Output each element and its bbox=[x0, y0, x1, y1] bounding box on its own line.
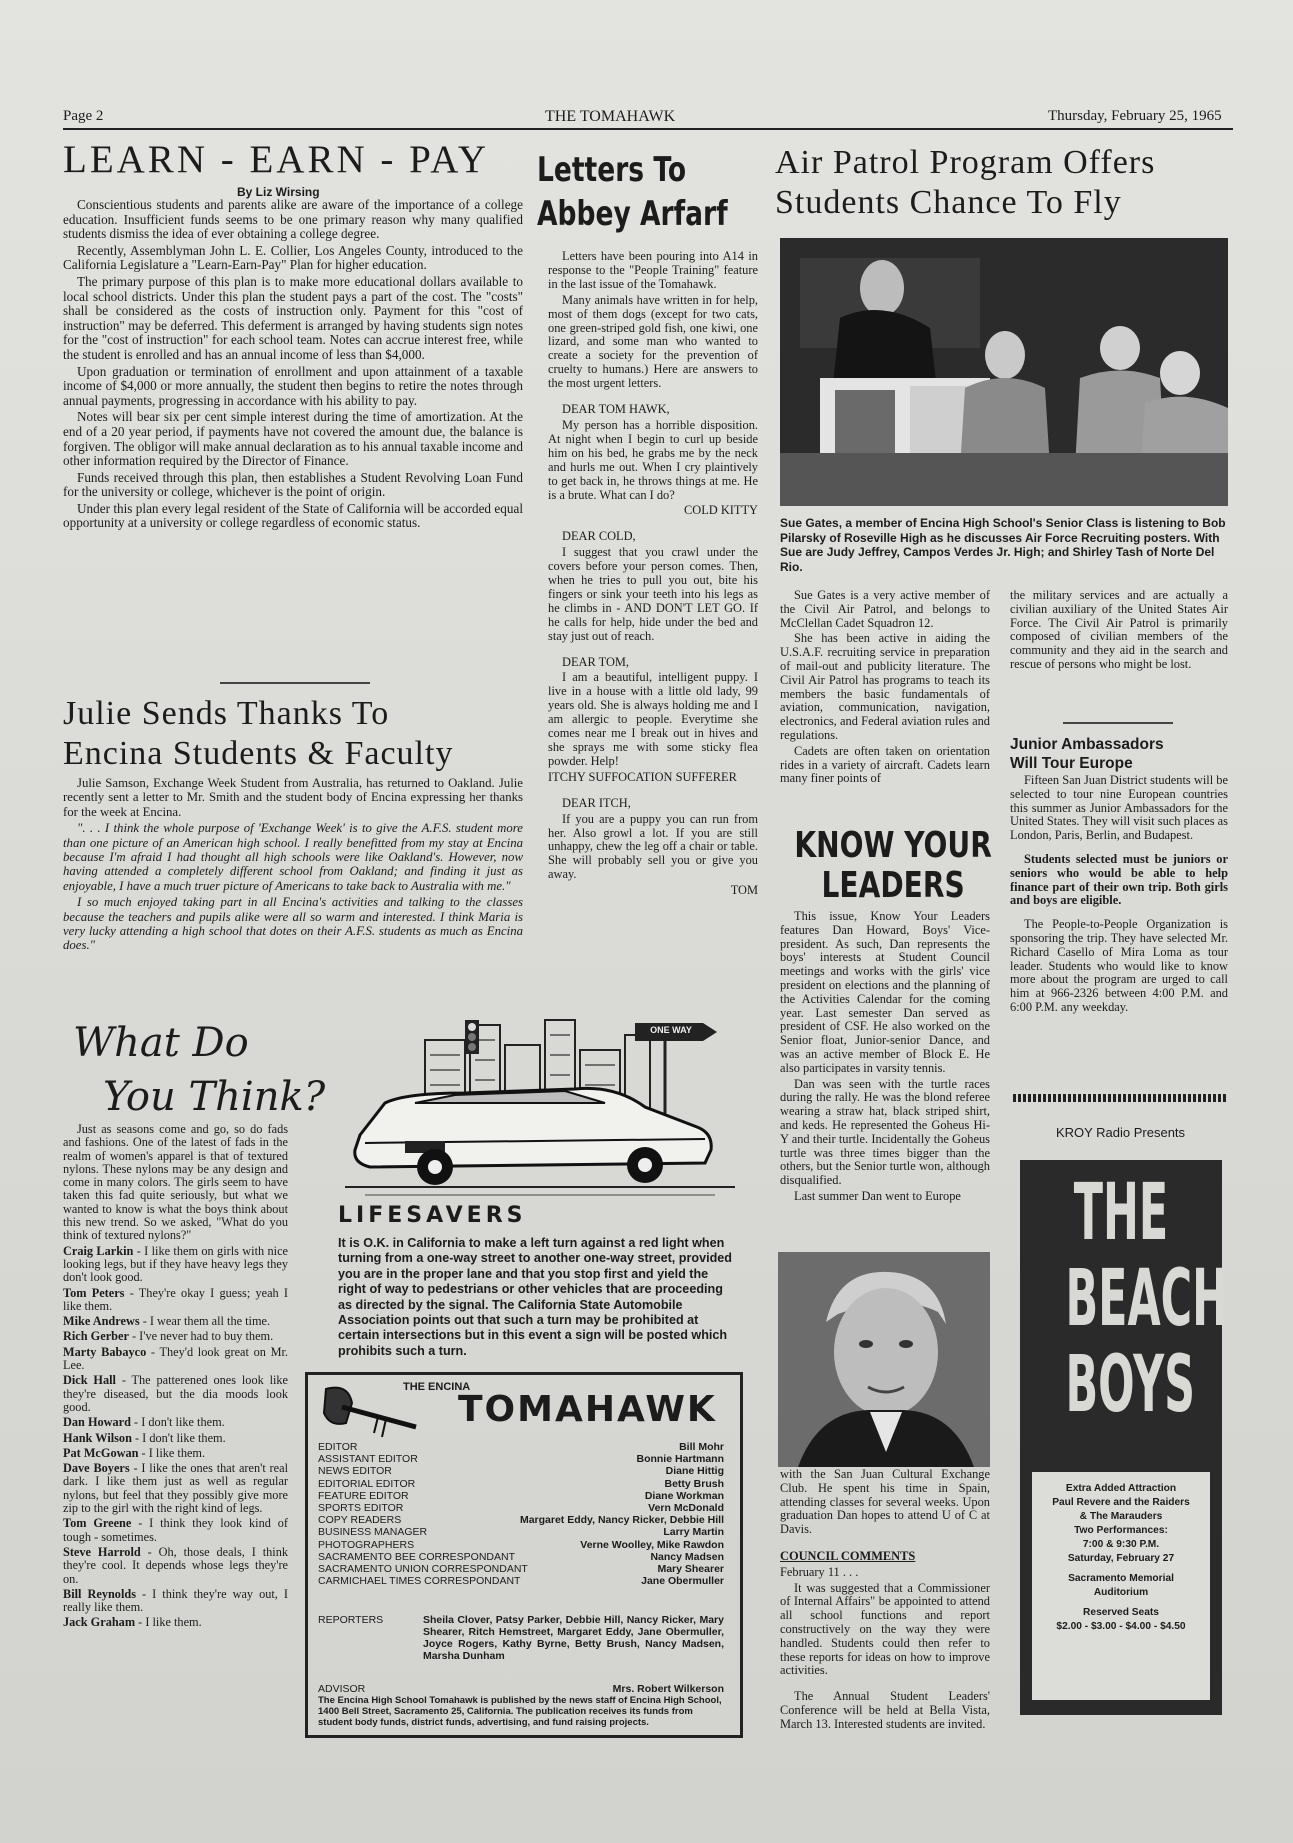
staff-role: SACRAMENTO UNION CORRESPONDANT bbox=[318, 1563, 528, 1576]
wdyt-title bbox=[73, 1016, 325, 1124]
wdyt-answer-name: Marty Babayco bbox=[63, 1344, 147, 1359]
learn-paragraph: The primary purpose of this plan is to make more educational dollars available to local school districts. Under this plan the student pays a part of the cost. The "costs" shall be considered as the costs of instruction only. Payment for this "cost of instruction" may be deferred. This deferment is arranged by having students sign notes for the "cost of instruction" for each school team. Notes can accrue interest free, while the student is enrolled and has an annual income of less than $4,000. bbox=[63, 273, 523, 362]
staff-name: Nancy Madsen bbox=[650, 1550, 724, 1563]
wdyt-answer-text: - I don't like them. bbox=[130, 1415, 225, 1430]
staff-name: Mary Shearer bbox=[657, 1563, 724, 1576]
masthead-reporters bbox=[318, 1614, 724, 1662]
masthead-advisor bbox=[318, 1683, 724, 1695]
air-body-col2 bbox=[1010, 589, 1228, 674]
staff-name: Larry Martin bbox=[663, 1526, 724, 1539]
ad-info-line: Two Performances: bbox=[1074, 1525, 1168, 1536]
wdyt-answer-text: - I don't like them. bbox=[131, 1430, 226, 1445]
air-paragraph: Sue Gates is a very active member of the Civil Air Patrol, and belongs to McClellan Cadet Squadron 12. bbox=[780, 588, 990, 630]
julie-title bbox=[63, 694, 453, 774]
staff-name: Bonnie Hartmann bbox=[636, 1453, 724, 1466]
reply-body: If you are a puppy you can run from her. Also growl a lot. If you are still unhappy, chew the leg off a chair or table. She will probably sell you or give you away. bbox=[548, 811, 758, 882]
wdyt-answer bbox=[63, 1287, 288, 1314]
air-photo-caption: Sue Gates, a member of Encina High School's Senior Class is listening to Bob Pilarsky of Roseville High as he discusses Air Force Recruiting posters. With Sue are Judy Jeffrey, Campos Verdes Jr. High; and Shirley Tash of Norte Del Rio. bbox=[780, 516, 1226, 574]
staff-name: Betty Brush bbox=[664, 1477, 724, 1490]
staff-role: NEWS EDITOR bbox=[318, 1465, 392, 1478]
staff-name: Vern McDonald bbox=[648, 1502, 724, 1515]
staff-role: EDITOR bbox=[318, 1441, 358, 1453]
ad-info-line: & The Marauders bbox=[1079, 1511, 1163, 1522]
wdyt-answer bbox=[63, 1346, 288, 1373]
wdyt-answer bbox=[63, 1245, 288, 1285]
reply-signature: TOM bbox=[730, 883, 758, 898]
wdyt-answer bbox=[63, 1416, 288, 1429]
wdyt-answer-name: Tom Greene bbox=[63, 1516, 132, 1531]
abbey-body bbox=[548, 250, 758, 900]
masthead-staff-row bbox=[318, 1575, 724, 1587]
learn-body bbox=[63, 198, 523, 533]
wdyt-answer bbox=[63, 1616, 288, 1629]
masthead-staff-row bbox=[318, 1453, 724, 1465]
wdyt-answer-text: - I think they look kind of tough - sometimes. bbox=[63, 1516, 288, 1544]
letter-body: I am a beautiful, intelligent puppy. I live in a house with a little old lady, 99 years old. She is always holding me and I am allergic to people. Everytime she comes near me I break out in hives and she sprays me with some sticky flea powder. Help! bbox=[548, 670, 758, 768]
masthead-staff-row bbox=[318, 1441, 724, 1453]
learn-paragraph: Recently, Assemblyman John L. E. Collier, Los Angeles County, introduced to the California Legislature a "Learn-Earn-Pay" Plan for higher education. bbox=[63, 242, 523, 273]
julie-quote: I so much enjoyed taking part in all Encina's activities and talking to the classes because the teachers and pupils alike were all so warm and interested. I think Maria is very lucky attending a high school that dotes on their A.F.S. students as much as Encina does." bbox=[63, 895, 523, 953]
masthead-staff-row bbox=[318, 1526, 724, 1538]
junior-paragraph: Students selected must be juniors or seniors who would be able to help finance part of their own trip. Both girls and boys are eligible. bbox=[1010, 851, 1228, 908]
wdyt-answer bbox=[63, 1432, 288, 1445]
julie-body bbox=[63, 776, 523, 955]
wdyt-answer bbox=[63, 1546, 288, 1586]
page-number: Page 2 bbox=[63, 108, 104, 124]
wdyt-answer-name: Dave Boyers bbox=[63, 1461, 130, 1476]
letter-heading: DEAR TOM, bbox=[562, 654, 630, 669]
leaders-title-line: LEADERS bbox=[821, 865, 965, 906]
reply-heading: DEAR COLD, bbox=[562, 529, 636, 544]
air-body-col1 bbox=[780, 589, 990, 788]
masthead-staff-list bbox=[318, 1441, 724, 1587]
ad-info-line: $2.00 - $3.00 - $4.00 - $4.50 bbox=[1056, 1621, 1186, 1632]
staff-name: Jane Obermuller bbox=[641, 1575, 724, 1588]
ad-info-line: Reserved Seats bbox=[1083, 1607, 1159, 1618]
ad-border-decoration bbox=[1013, 1094, 1228, 1102]
wdyt-answer bbox=[63, 1374, 288, 1414]
wdyt-answer-name: Dick Hall bbox=[63, 1373, 116, 1388]
staff-name: Diane Hittig bbox=[665, 1465, 724, 1478]
masthead-staff-row bbox=[318, 1490, 724, 1502]
car-illustration bbox=[345, 1015, 735, 1200]
leaders-continued bbox=[780, 1468, 990, 1539]
masthead-box bbox=[305, 1372, 743, 1738]
ad-info-line: Paul Revere and the Raiders bbox=[1052, 1497, 1190, 1508]
wdyt-answer-text: - I've never had to buy them. bbox=[128, 1329, 274, 1344]
header-rule bbox=[63, 128, 1233, 130]
wdyt-answer-text: - Oh, those deals, I think they're cool. It depends whose legs they're on. bbox=[63, 1544, 288, 1586]
air-title-line: Students Chance To Fly bbox=[775, 184, 1122, 221]
wdyt-answer-name: Craig Larkin bbox=[63, 1243, 134, 1258]
wdyt-intro: Just as seasons come and go, so do fads and fashions. One of the latest of fads in the realm of women's apparel is that of textured nylons. These nylons may be any design and come in many colors. The girls seem to have taken this fad quite seriously, but what we wanted to know is what the boys think about this new trend. So we asked, "What do you think of textured nylons?" bbox=[63, 1122, 288, 1243]
junior-title-line: Will Tour Europe bbox=[1010, 755, 1133, 772]
beach-boys-ad bbox=[1020, 1160, 1229, 1715]
ad-info-lines bbox=[1032, 1472, 1210, 1634]
learn-paragraph: Conscientious students and parents alike are aware of the importance of a college education. Insufficient funds seems to be one primary reason why many qualified students dismiss the idea of ever obtaining a college degree. bbox=[63, 197, 523, 242]
wdyt-title-line: You Think? bbox=[103, 1074, 326, 1120]
wdyt-answer-text: - They're okay I guess; yeah I like them. bbox=[63, 1285, 288, 1313]
wdyt-answer-text: - I like the ones that aren't real dark. I like them just as well as regular nylons, but feel that they possibly give more zip to the girl with the right kind of legs. bbox=[63, 1461, 288, 1516]
wdyt-answer-text: - I like them on girls with nice looking legs, but if they have heavy legs they don't look good. bbox=[63, 1243, 289, 1285]
wdyt-answer-name: Mike Andrews bbox=[63, 1314, 140, 1329]
staff-role: CARMICHAEL TIMES CORRESPONDANT bbox=[318, 1575, 521, 1588]
letter-heading: DEAR TOM HAWK, bbox=[562, 402, 670, 417]
staff-role: BUSINESS MANAGER bbox=[318, 1526, 428, 1539]
masthead-footer: The Encina High School Tomahawk is published by the news staff of Encina High School, 1400 Bell Street, Sacramento 25, California. The publication receives its funds from student body funds, district funds, advertising, and fund raising projects. bbox=[318, 1695, 722, 1728]
reporters-label: REPORTERS bbox=[318, 1614, 384, 1626]
staff-role: COPY READERS bbox=[318, 1514, 402, 1527]
julie-title-line: Encina Students & Faculty bbox=[63, 735, 454, 772]
wdyt-answer-name: Tom Peters bbox=[63, 1285, 125, 1300]
divider bbox=[1063, 722, 1173, 724]
reply-body: I suggest that you crawl under the covers before your person comes. Then, when he tries to pull you out, bite his fingers or sink your teeth into his legs as he climbs in - AND DON'T LET GO. If he calls for help, hide under the bed and stay just out of reach. bbox=[548, 545, 758, 643]
band-name-line: THE bbox=[1073, 1168, 1169, 1258]
letter-signature: COLD KITTY bbox=[684, 503, 758, 518]
band-name-line: BOYS bbox=[1065, 1340, 1196, 1430]
learn-byline: By Liz Wirsing bbox=[237, 185, 320, 199]
ad-info-line: Extra Added Attraction bbox=[1065, 1483, 1177, 1494]
masthead-staff-row bbox=[318, 1465, 724, 1477]
masthead-the-encina: THE ENCINA bbox=[403, 1381, 471, 1393]
wdyt-answer bbox=[63, 1462, 288, 1515]
masthead-staff-row bbox=[318, 1563, 724, 1575]
letter-signature: ITCHY SUFFOCATION SUFFERER bbox=[548, 769, 737, 784]
staff-role: ASSISTANT EDITOR bbox=[318, 1453, 418, 1466]
junior-body bbox=[1010, 774, 1228, 1017]
letter-body: My person has a horrible disposition. At night when I begin to curl up beside him on his bed, he grabs me by the neck and hurls me out. When I cry plaintively to get back in, he throws things at me. He is a brute. What can I do? bbox=[548, 417, 758, 502]
learn-paragraph: Notes will bear six per cent simple interest during the time of amortization. At the end of a 20 year period, if payments have not covered the amount due, the balance is forgiven. The obligor will make annual declaration as to his annual taxable income and other information required by the Director of Finance. bbox=[63, 409, 523, 469]
masthead-staff-row bbox=[318, 1502, 724, 1514]
ad-info-line: Sacramento Memorial bbox=[1068, 1573, 1174, 1584]
air-title-line: Air Patrol Program Offers bbox=[775, 144, 1156, 181]
wdyt-answer-name: Steve Harrold bbox=[63, 1544, 141, 1559]
air-title bbox=[775, 143, 1155, 223]
wdyt-answer-name: Hank Wilson bbox=[63, 1430, 132, 1445]
ad-info-line: 7:00 & 9:30 P.M. bbox=[1082, 1539, 1160, 1550]
abbey-title-line: Letters To bbox=[537, 150, 687, 190]
staff-role: SACRAMENTO BEE CORRESPONDANT bbox=[318, 1550, 516, 1563]
paper-name: THE TOMAHAWK bbox=[545, 108, 676, 125]
reply-heading: DEAR ITCH, bbox=[562, 795, 631, 810]
learn-paragraph: Under this plan every legal resident of the State of California will be accorded equal opportunity at a university or college regardless of economic status. bbox=[63, 500, 523, 531]
staff-role: SPORTS EDITOR bbox=[318, 1502, 404, 1515]
band-name bbox=[1020, 1168, 1229, 1430]
leaders-title bbox=[780, 826, 1006, 906]
learn-paragraph: Upon graduation or termination of enrollment and upon attainment of a taxable income of $4,000 or more annually, the student then begins to retire the notes through annual payments, progressing in accordance with his ability to pay. bbox=[63, 363, 523, 408]
julie-quote: ". . . I think the whole purpose of 'Exchange Week' is to give the A.F.S. student more than one picture of an American high school. I really benefitted from my stay at Encina because I'm afraid I had thought all high schools were like Oakland's. However, now having attended a completely different school from Oakland; and finding it just as enjoyable, I have a much truer picture of Americans to take back to Australia with me." bbox=[63, 821, 523, 893]
learn-title: LEARN - EARN - PAY bbox=[63, 138, 489, 181]
wdyt-body bbox=[63, 1123, 288, 1632]
abbey-title-line: Abbey Arfarf bbox=[537, 194, 728, 234]
wdyt-answer bbox=[63, 1588, 288, 1615]
divider bbox=[220, 682, 370, 684]
leaders-paragraph: with the San Juan Cultural Exchange Club. He spent his time in Spain, attending classes for several weeks. Upon graduation Dan hopes to attend U of C at Davis. bbox=[780, 1467, 990, 1537]
air-paragraph: She has been active in aiding the U.S.A.F. recruiting service in preparation of mail-out and publicity literature. The Civil Air Patrol has programs to teach its members the basic fundamentals of aviation, communication, navigation, electronics, and Federal aviation rules and regulations. bbox=[780, 631, 990, 742]
junior-paragraph: The People-to-People Organization is sponsoring the trip. They have selected Mr. Richard Casello of Mira Loma as tour leader. Students who would like to know more about the program are urged to call him at 966-2326 between 4:00 P.M. and 6:00 P.M. any weekday. bbox=[1010, 917, 1228, 1014]
council-paragraph: The Annual Student Leaders' Conference will be held at Bella Vista, March 13. Interested students are invited. bbox=[780, 1689, 990, 1731]
masthead-staff-row bbox=[318, 1514, 724, 1526]
wdyt-answer-name: Pat McGowan bbox=[63, 1445, 139, 1460]
council-date: February 11 . . . bbox=[780, 1564, 859, 1579]
julie-title-line: Julie Sends Thanks To bbox=[63, 695, 390, 732]
abbey-paragraph: Letters have been pouring into A14 in response to the "People Training" feature in the last issue of the Tomahawk. bbox=[548, 249, 758, 291]
air-paragraph: Cadets are often taken on orientation rides in a variety of aircraft. Cadets learn many finer points of bbox=[780, 743, 990, 786]
learn-paragraph: Funds received through this plan, then establishes a Student Revolving Loan Fund for the university or college, whichever is the point of origin. bbox=[63, 469, 523, 500]
wdyt-answer-name: Jack Graham bbox=[63, 1615, 136, 1630]
junior-title-line: Junior Ambassadors bbox=[1010, 736, 1164, 753]
wdyt-answer-name: Bill Reynolds bbox=[63, 1586, 136, 1601]
junior-title bbox=[1010, 735, 1228, 773]
ad-presenter: KROY Radio Presents bbox=[1055, 1125, 1186, 1140]
staff-name: Margaret Eddy, Nancy Ricker, Debbie Hill bbox=[519, 1514, 724, 1527]
junior-paragraph: Fifteen San Juan District students will be selected to tour nine European countries this summer as Junior Ambassadors for the United States. They will visit such places as London, Paris, Berlin, and Budapest. bbox=[1010, 773, 1228, 843]
issue-date: Thursday, February 25, 1965 bbox=[1048, 108, 1222, 124]
advisor-label: ADVISOR bbox=[318, 1683, 366, 1695]
wdyt-answer-text: - I think they're way out, I really like them. bbox=[63, 1586, 288, 1615]
wdyt-answer-text: - They'd look great on Mr. Lee. bbox=[63, 1344, 288, 1373]
masthead-staff-row bbox=[318, 1539, 724, 1551]
staff-name: Bill Mohr bbox=[679, 1441, 724, 1453]
leaders-title-line: KNOW YOUR bbox=[794, 825, 992, 866]
wdyt-answer bbox=[63, 1330, 288, 1343]
wdyt-answer-text: - I like them. bbox=[135, 1615, 202, 1630]
wdyt-answer-name: Dan Howard bbox=[63, 1415, 131, 1430]
masthead-staff-row bbox=[318, 1551, 724, 1563]
council-paragraph: It was suggested that a Commissioner of Internal Affairs" be appointed to attend all school functions and report constructively on the way they were handled. Students could then refer to these reports for ideas on how to improve activities. bbox=[780, 1580, 990, 1678]
wdyt-answer-text: - The patterened ones look like they're diseased, but the dia moods look good. bbox=[63, 1373, 289, 1414]
advisor-name: Mrs. Robert Wilkerson bbox=[612, 1683, 724, 1695]
abbey-paragraph: Many animals have written in for help, most of them dogs (except for two cats, one green-striped gold fish, one kiwi, one lizard, and some man who wanted to create a society for the prevention of cruelty to humans.) Here are answers to the most urgent letters. bbox=[548, 292, 758, 391]
masthead-staff-row bbox=[318, 1478, 724, 1490]
staff-name: Diane Workman bbox=[644, 1489, 724, 1502]
air-paragraph: the military services and are actually a civilian auxiliary of the United States Air Force. The Civil Air Patrol is primarily composed of civilian members of the community and they aid in the search and rescue of persons who might be lost. bbox=[1010, 588, 1228, 671]
wdyt-title-line: What Do bbox=[73, 1020, 249, 1066]
staff-role: FEATURE EDITOR bbox=[318, 1489, 409, 1502]
band-name-line: BEACH bbox=[1065, 1254, 1229, 1344]
leaders-paragraph: Dan was seen with the turtle races during the rally. He was the blond referee wearing a straw hat, black striped shirt, and keds. He represented the Goheus Hi-Y and their turtle. Incidentally the Goheus turtle was three times bigger than the others, but the Senior turtle won, although disqualified. bbox=[780, 1076, 990, 1188]
leaders-paragraph: This issue, Know Your Leaders features Dan Howard, Boys' Vice-president. As such, Dan represents the boys' interests at Student Council meetings and works with the girls' vice president on elections and the planning of the Activities Calendar for the coming year. Last semester Dan served as president of CSF. He also worked on the Senior float, Junior-senior Dance, and was an active member of Block E. He also participates in varsity tennis. bbox=[780, 909, 990, 1075]
ad-info-line: Auditorium bbox=[1093, 1587, 1149, 1598]
dan-howard-photo bbox=[778, 1252, 990, 1467]
lifesavers-title: LIFESAVERS bbox=[338, 1203, 527, 1228]
leaders-body bbox=[780, 910, 990, 1206]
lifesavers-body: It is O.K. in California to make a left turn against a red light when turning from a one-way street to another one-way street, provided you are in the proper lane and that you stop first and yield the right of way to pedestrians or other vehicles that are proceeding as directed by the signal. The California State Automobile Association points out that such a turn may be prohibited at certain intersections but in this event a sign will be posted which prohibits such a turn. bbox=[338, 1236, 732, 1358]
council-title: COUNCIL COMMENTS bbox=[780, 1549, 916, 1563]
air-patrol-photo bbox=[780, 238, 1228, 506]
wdyt-answer-text: - I wear them all the time. bbox=[139, 1314, 271, 1329]
wdyt-answer bbox=[63, 1447, 288, 1460]
wdyt-answer bbox=[63, 1517, 288, 1544]
ad-info-line: Saturday, February 27 bbox=[1067, 1553, 1175, 1564]
reporters-names: Sheila Clover, Patsy Parker, Debbie Hill, Nancy Ricker, Mary Shearer, Ritch Hemstreet, Margaret Eddy, Jane Obermuller, Joyce Rogers, Kathy Byrne, Betty Brush, Nancy Madsen, Marsha Dunham bbox=[423, 1614, 724, 1662]
leaders-paragraph: Last summer Dan went to Europe bbox=[794, 1188, 961, 1203]
council-body bbox=[780, 1550, 990, 1734]
wdyt-answer-text: - I like them. bbox=[138, 1445, 206, 1460]
wdyt-answer-name: Rich Gerber bbox=[63, 1329, 129, 1344]
staff-name: Verne Woolley, Mike Rawdon bbox=[580, 1538, 724, 1551]
wdyt-answers bbox=[63, 1245, 288, 1630]
staff-role: EDITORIAL EDITOR bbox=[318, 1477, 416, 1490]
masthead-name: TOMAHAWK bbox=[458, 1389, 717, 1430]
staff-role: PHOTOGRAPHERS bbox=[318, 1538, 415, 1551]
ad-info-panel bbox=[1032, 1472, 1210, 1700]
abbey-title bbox=[537, 148, 728, 236]
one-way-sign-text: ONE WAY bbox=[650, 1025, 692, 1035]
julie-paragraph: Julie Samson, Exchange Week Student from Australia, has returned to Oakland. Julie recently sent a letter to Mr. Smith and the student body of Encina expressing her thanks for the week at Encina. bbox=[63, 776, 523, 819]
wdyt-answer bbox=[63, 1315, 288, 1328]
